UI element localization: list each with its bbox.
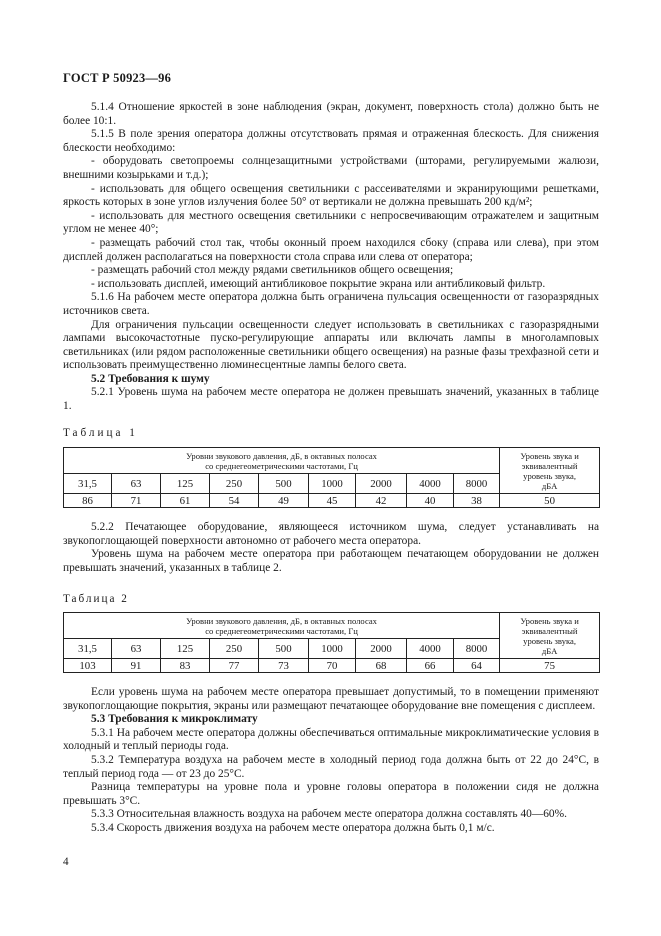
frequency-cell: 1000 xyxy=(309,639,356,659)
frequency-cell: 250 xyxy=(210,474,259,494)
paragraph-5-2-2: 5.2.2 Печатающее оборудование, являющееся источником шума, следует устанавливать на звукопоглощающей поверхности автономно от рабочего места оператора. xyxy=(63,521,599,547)
paragraph-5-3-2-continued: Разница температуры на уровне пола и уровне головы оператора в положении сидя не должна превышать 3°С. xyxy=(63,781,599,807)
list-item: - размещать рабочий стол так, чтобы оконный проем находился сбоку (справа или слева), при этом дисплей должен располагаться на поверхности стола справа или слева от оператора; xyxy=(63,236,599,263)
table-1 xyxy=(63,447,600,508)
frequency-cell: 8000 xyxy=(454,474,500,494)
section-heading-5-3: 5.3 Требования к микроклимату xyxy=(91,713,258,726)
frequency-cell: 31,5 xyxy=(64,639,112,659)
list-item: - использовать для местного освещения светильники с непросвечивающим отражателем и защитным углом не менее 40°; xyxy=(63,209,599,236)
value-cell: 77 xyxy=(210,659,259,673)
paragraph-5-3-2: 5.3.2 Температура воздуха на рабочем месте в холодный период года должна быть от 22 до 24°С, в теплый период года — от 23 до 25°С. xyxy=(63,753,599,780)
level-value-cell: 75 xyxy=(500,659,600,673)
header-text: Уровень звука и xyxy=(520,451,579,461)
frequency-cell: 500 xyxy=(259,474,309,494)
section-heading-5-2: 5.2 Требования к шуму xyxy=(91,372,210,385)
table-header-cell xyxy=(500,613,600,659)
header-text: уровень звука, xyxy=(523,471,576,481)
value-cell: 68 xyxy=(356,659,407,673)
frequency-cell: 2000 xyxy=(356,639,407,659)
header-text: Уровни звукового давления, дБ, в октавных полосах xyxy=(186,451,377,461)
value-cell: 91 xyxy=(112,659,161,673)
value-cell: 54 xyxy=(210,494,259,508)
value-cell: 66 xyxy=(407,659,454,673)
paragraph-5-2-2-continued: Уровень шума на рабочем месте оператора при работающем печатающем оборудовании не должен превышать значений, указанных в таблице 2. xyxy=(63,548,599,574)
frequency-cell: 500 xyxy=(259,639,309,659)
value-cell: 42 xyxy=(356,494,407,508)
value-cell: 86 xyxy=(64,494,112,508)
frequency-cell: 1000 xyxy=(309,474,356,494)
frequency-cell: 2000 xyxy=(356,474,407,494)
list-item: - оборудовать светопроемы солнцезащитными устройствами (шторами, регулируемыми жалюзи, внешними козырьками и т.д.); xyxy=(63,155,599,181)
paragraph-5-3-1: 5.3.1 На рабочем месте оператора должны обеспечиваться оптимальные микроклиматические условия в холодный и теплый периоды года. xyxy=(63,726,599,753)
table-2 xyxy=(63,612,600,673)
document-header: ГОСТ Р 50923—96 xyxy=(63,71,172,85)
table-header-cell xyxy=(64,448,500,474)
level-value-cell: 50 xyxy=(500,494,600,508)
paragraph-5-3-4: 5.3.4 Скорость движения воздуха на рабочем месте оператора должна быть 0,1 м/с. xyxy=(91,821,495,834)
header-text: со среднегеометрическими частотами, Гц xyxy=(205,461,358,471)
text-block-1 xyxy=(63,101,599,414)
value-cell: 73 xyxy=(259,659,309,673)
value-cell: 64 xyxy=(454,659,500,673)
list-item: - использовать дисплей, имеющий антибликовое покрытие экрана или антибликовый фильтр. xyxy=(91,277,546,290)
header-text: уровень звука, xyxy=(523,636,576,646)
header-text: дБА xyxy=(541,646,558,656)
paragraph-5-1-6-continued: Для ограничения пульсации освещенности следует использовать в светильниках с газоразрядными лампами высокочастотные пуско-регулирующие аппараты или включать лампы в многоламповых светильниках (или рядом расположенные светильники общего освещения) на разные фазы трехфазной сети и использовать преимущественно люминесцентные лампы белого света. xyxy=(63,318,599,372)
text-block-2 xyxy=(63,521,599,575)
frequency-cell: 125 xyxy=(161,474,210,494)
paragraph-5-1-4: 5.1.4 Отношение яркостей в зоне наблюдения (экран, документ, поверхность стола) должно быть не более 10:1. xyxy=(63,101,599,127)
header-text: со среднегеометрическими частотами, Гц xyxy=(205,626,358,636)
value-cell: 70 xyxy=(309,659,356,673)
value-cell: 71 xyxy=(112,494,161,508)
frequency-cell: 4000 xyxy=(407,639,454,659)
value-cell: 45 xyxy=(309,494,356,508)
frequency-cell: 125 xyxy=(161,639,210,659)
frequency-cell: 63 xyxy=(112,474,161,494)
value-cell: 83 xyxy=(161,659,210,673)
frequency-cell: 250 xyxy=(210,639,259,659)
value-cell: 40 xyxy=(407,494,454,508)
value-cell: 103 xyxy=(64,659,112,673)
header-text: Уровни звукового давления, дБ, в октавных полосах xyxy=(186,616,377,626)
table-2-caption: Таблица 2 xyxy=(63,593,129,605)
text-block-3 xyxy=(63,686,599,836)
value-cell: 61 xyxy=(161,494,210,508)
table-header-cell xyxy=(64,613,500,639)
paragraph-5-3-3: 5.3.3 Относительная влажность воздуха на рабочем месте оператора должна составлять 40—60%. xyxy=(91,808,567,821)
page-number: 4 xyxy=(63,856,69,868)
frequency-cell: 31,5 xyxy=(64,474,112,494)
paragraph-noise-measures: Если уровень шума на рабочем месте оператора превышает допустимый, то в помещении применяют звукопоглощающие покрытия, экраны или размещают печатающее оборудование вне помещения с дисплеем. xyxy=(63,686,599,712)
header-text: эквивалентный xyxy=(521,461,578,471)
header-text: эквивалентный xyxy=(521,626,578,636)
paragraph-5-1-6: 5.1.6 На рабочем месте оператора должна быть ограничена пульсация освещенности от газоразрядных источников света. xyxy=(63,291,599,317)
paragraph-5-1-5: 5.1.5 В поле зрения оператора должны отсутствовать прямая и отраженная блескость. Для снижения блескости необходимо: xyxy=(63,128,599,154)
table-header-cell xyxy=(500,448,600,494)
header-text: дБА xyxy=(541,481,558,491)
frequency-cell: 4000 xyxy=(407,474,454,494)
list-item: - использовать для общего освещения светильники с рассеивателями и экранирующими решетками, яркость которых в зоне углов излучения более 50° от вертикали не должна превышать 200 кд/м²; xyxy=(63,182,599,209)
list-item: - размещать рабочий стол между рядами светильников общего освещения; xyxy=(91,264,454,277)
value-cell: 49 xyxy=(259,494,309,508)
frequency-cell: 63 xyxy=(112,639,161,659)
header-text: Уровень звука и xyxy=(520,616,579,626)
frequency-cell: 8000 xyxy=(454,639,500,659)
table-1-caption: Таблица 1 xyxy=(63,427,138,439)
value-cell: 38 xyxy=(454,494,500,508)
paragraph-5-2-1: 5.2.1 Уровень шума на рабочем месте оператора не должен превышать значений, указанных в таблице 1. xyxy=(63,386,599,413)
